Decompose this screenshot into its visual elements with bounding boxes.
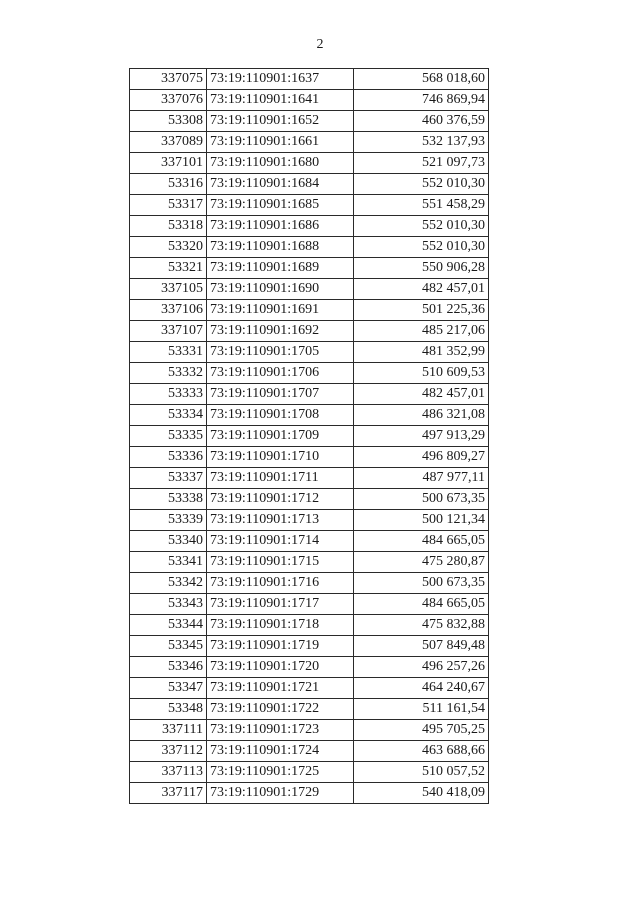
record-number-cell: 53317 — [130, 195, 207, 216]
value-cell: 500 673,35 — [354, 573, 489, 594]
record-number-cell: 337107 — [130, 321, 207, 342]
record-number-cell: 337117 — [130, 783, 207, 804]
record-number-cell: 53335 — [130, 426, 207, 447]
record-number-cell: 337075 — [130, 69, 207, 90]
cadastral-number-cell: 73:19:110901:1719 — [207, 636, 354, 657]
table-row — [130, 405, 489, 426]
value-cell: 550 906,28 — [354, 258, 489, 279]
table-row — [130, 657, 489, 678]
cadastral-number-cell: 73:19:110901:1706 — [207, 363, 354, 384]
value-cell: 482 457,01 — [354, 384, 489, 405]
record-number-cell: 53341 — [130, 552, 207, 573]
table-row — [130, 300, 489, 321]
table-row — [130, 90, 489, 111]
record-number-cell: 53318 — [130, 216, 207, 237]
cadastral-number-cell: 73:19:110901:1661 — [207, 132, 354, 153]
table-row — [130, 783, 489, 804]
value-cell: 464 240,67 — [354, 678, 489, 699]
record-number-cell: 53332 — [130, 363, 207, 384]
record-number-cell: 337101 — [130, 153, 207, 174]
cadastral-number-cell: 73:19:110901:1714 — [207, 531, 354, 552]
table-row — [130, 615, 489, 636]
value-cell: 482 457,01 — [354, 279, 489, 300]
record-number-cell: 53342 — [130, 573, 207, 594]
table-row — [130, 132, 489, 153]
table-row — [130, 111, 489, 132]
cadastral-number-cell: 73:19:110901:1680 — [207, 153, 354, 174]
table-row — [130, 762, 489, 783]
value-cell: 484 665,05 — [354, 531, 489, 552]
record-number-cell: 53331 — [130, 342, 207, 363]
table-row — [130, 510, 489, 531]
record-number-cell: 53320 — [130, 237, 207, 258]
table-row — [130, 258, 489, 279]
record-number-cell: 53339 — [130, 510, 207, 531]
value-cell: 500 121,34 — [354, 510, 489, 531]
cadastral-number-cell: 73:19:110901:1723 — [207, 720, 354, 741]
record-number-cell: 53340 — [130, 531, 207, 552]
cadastral-number-cell: 73:19:110901:1705 — [207, 342, 354, 363]
cadastral-number-cell: 73:19:110901:1715 — [207, 552, 354, 573]
value-cell: 484 665,05 — [354, 594, 489, 615]
cadastral-number-cell: 73:19:110901:1637 — [207, 69, 354, 90]
cadastral-number-cell: 73:19:110901:1717 — [207, 594, 354, 615]
record-number-cell: 53336 — [130, 447, 207, 468]
cadastral-number-cell: 73:19:110901:1685 — [207, 195, 354, 216]
value-cell: 460 376,59 — [354, 111, 489, 132]
record-number-cell: 337106 — [130, 300, 207, 321]
value-cell: 507 849,48 — [354, 636, 489, 657]
cadastral-number-cell: 73:19:110901:1725 — [207, 762, 354, 783]
record-number-cell: 53321 — [130, 258, 207, 279]
table-row — [130, 426, 489, 447]
record-number-cell: 53316 — [130, 174, 207, 195]
cadastral-number-cell: 73:19:110901:1690 — [207, 279, 354, 300]
table-row — [130, 321, 489, 342]
record-number-cell: 53347 — [130, 678, 207, 699]
value-cell: 475 280,87 — [354, 552, 489, 573]
table-row — [130, 195, 489, 216]
table-row — [130, 279, 489, 300]
table-row — [130, 174, 489, 195]
cadastral-number-cell: 73:19:110901:1686 — [207, 216, 354, 237]
table-row — [130, 216, 489, 237]
cadastral-number-cell: 73:19:110901:1729 — [207, 783, 354, 804]
table-row — [130, 531, 489, 552]
table-row — [130, 468, 489, 489]
cadastral-number-cell: 73:19:110901:1720 — [207, 657, 354, 678]
cadastral-number-cell: 73:19:110901:1708 — [207, 405, 354, 426]
record-number-cell: 53333 — [130, 384, 207, 405]
table-row — [130, 552, 489, 573]
table-row — [130, 363, 489, 384]
cadastral-number-cell: 73:19:110901:1691 — [207, 300, 354, 321]
cadastral-number-cell: 73:19:110901:1692 — [207, 321, 354, 342]
table-row — [130, 384, 489, 405]
record-number-cell: 53346 — [130, 657, 207, 678]
value-cell: 510 609,53 — [354, 363, 489, 384]
value-cell: 551 458,29 — [354, 195, 489, 216]
cadastral-number-cell: 73:19:110901:1711 — [207, 468, 354, 489]
value-cell: 486 321,08 — [354, 405, 489, 426]
value-cell: 497 913,29 — [354, 426, 489, 447]
value-cell: 496 809,27 — [354, 447, 489, 468]
cadastral-number-cell: 73:19:110901:1713 — [207, 510, 354, 531]
value-cell: 475 832,88 — [354, 615, 489, 636]
registry-table — [129, 68, 489, 804]
value-cell: 521 097,73 — [354, 153, 489, 174]
cadastral-number-cell: 73:19:110901:1718 — [207, 615, 354, 636]
value-cell: 485 217,06 — [354, 321, 489, 342]
value-cell: 540 418,09 — [354, 783, 489, 804]
table-row — [130, 594, 489, 615]
value-cell: 568 018,60 — [354, 69, 489, 90]
table-row — [130, 447, 489, 468]
value-cell: 552 010,30 — [354, 174, 489, 195]
table-row — [130, 573, 489, 594]
cadastral-number-cell: 73:19:110901:1684 — [207, 174, 354, 195]
record-number-cell: 53337 — [130, 468, 207, 489]
table-row — [130, 237, 489, 258]
table-row — [130, 489, 489, 510]
cadastral-number-cell: 73:19:110901:1722 — [207, 699, 354, 720]
table-row — [130, 699, 489, 720]
value-cell: 496 257,26 — [354, 657, 489, 678]
record-number-cell: 53345 — [130, 636, 207, 657]
table-row — [130, 636, 489, 657]
cadastral-number-cell: 73:19:110901:1689 — [207, 258, 354, 279]
value-cell: 481 352,99 — [354, 342, 489, 363]
page-number: 2 — [316, 37, 324, 52]
cadastral-number-cell: 73:19:110901:1712 — [207, 489, 354, 510]
cadastral-number-cell: 73:19:110901:1716 — [207, 573, 354, 594]
value-cell: 510 057,52 — [354, 762, 489, 783]
table-row — [130, 69, 489, 90]
cadastral-number-cell: 73:19:110901:1688 — [207, 237, 354, 258]
cadastral-number-cell: 73:19:110901:1724 — [207, 741, 354, 762]
cadastral-number-cell: 73:19:110901:1652 — [207, 111, 354, 132]
record-number-cell: 337076 — [130, 90, 207, 111]
value-cell: 501 225,36 — [354, 300, 489, 321]
value-cell: 495 705,25 — [354, 720, 489, 741]
cadastral-number-cell: 73:19:110901:1709 — [207, 426, 354, 447]
table-row — [130, 741, 489, 762]
record-number-cell: 337113 — [130, 762, 207, 783]
cadastral-number-cell: 73:19:110901:1641 — [207, 90, 354, 111]
table-row — [130, 720, 489, 741]
cadastral-number-cell: 73:19:110901:1707 — [207, 384, 354, 405]
value-cell: 532 137,93 — [354, 132, 489, 153]
record-number-cell: 337112 — [130, 741, 207, 762]
record-number-cell: 53348 — [130, 699, 207, 720]
record-number-cell: 337105 — [130, 279, 207, 300]
record-number-cell: 53334 — [130, 405, 207, 426]
record-number-cell: 53338 — [130, 489, 207, 510]
table-row — [130, 342, 489, 363]
value-cell: 552 010,30 — [354, 216, 489, 237]
record-number-cell: 53343 — [130, 594, 207, 615]
record-number-cell: 53344 — [130, 615, 207, 636]
record-number-cell: 337111 — [130, 720, 207, 741]
cadastral-number-cell: 73:19:110901:1710 — [207, 447, 354, 468]
value-cell: 500 673,35 — [354, 489, 489, 510]
value-cell: 511 161,54 — [354, 699, 489, 720]
value-cell: 552 010,30 — [354, 237, 489, 258]
table-row — [130, 678, 489, 699]
record-number-cell: 337089 — [130, 132, 207, 153]
record-number-cell: 53308 — [130, 111, 207, 132]
cadastral-number-cell: 73:19:110901:1721 — [207, 678, 354, 699]
value-cell: 487 977,11 — [354, 468, 489, 489]
registry-table-body — [130, 69, 489, 804]
table-row — [130, 153, 489, 174]
value-cell: 463 688,66 — [354, 741, 489, 762]
value-cell: 746 869,94 — [354, 90, 489, 111]
